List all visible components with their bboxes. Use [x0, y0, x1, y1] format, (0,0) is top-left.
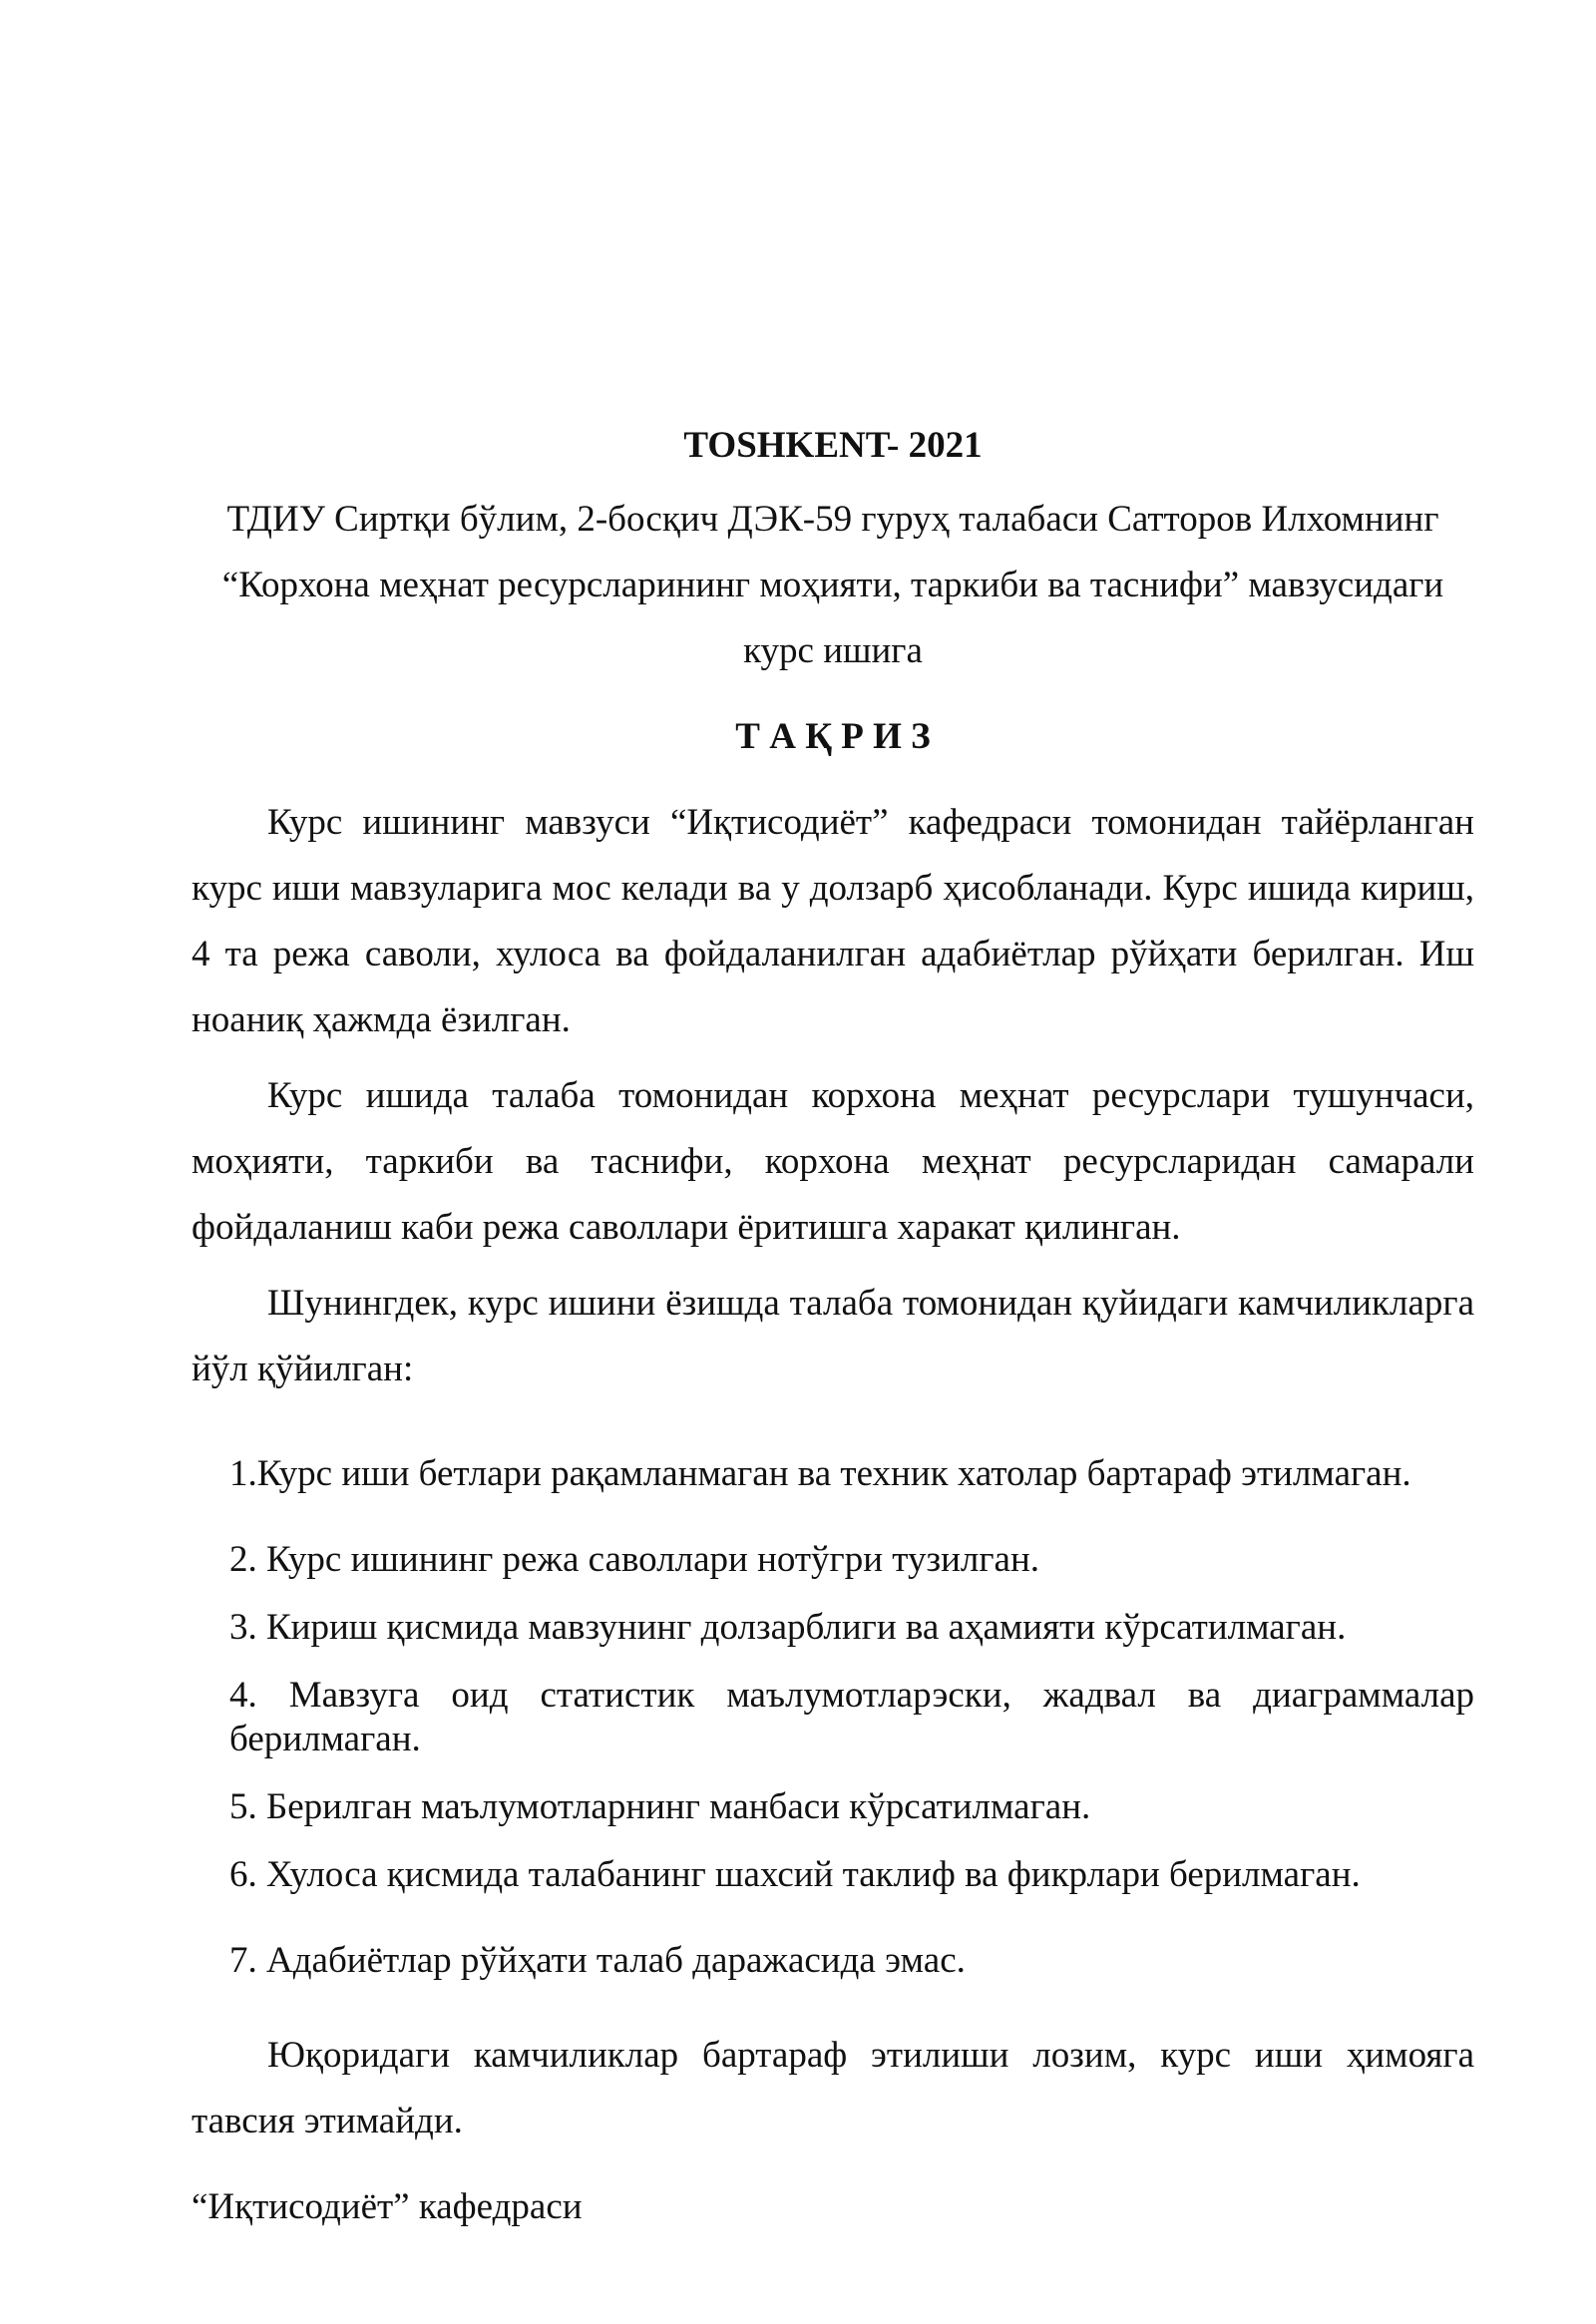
- shortcoming-item: 7. Адабиётлар рўйҳати талаб даражасида эмас.: [229, 1940, 966, 1981]
- intro-line-3: курс ишига: [743, 630, 923, 671]
- shortcoming-item: 5. Берилган маълумотларнинг манбаси кўрсатилмаган.: [229, 1786, 1091, 1827]
- shortcoming-item: 6. Хулоса қисмида талабанинг шахсий таклиф ва фикрлари берилмаган.: [229, 1854, 1361, 1895]
- conclusion-paragraph: Юқоридаги камчиликлар бартараф этилиши лозим, курс иши ҳимояга тавсия этимайди.: [192, 2035, 1474, 2141]
- shortcoming-item: 4. Мавзуга оид статистик маълумотларэски, жадвал ва диаграммалар берилмаган.: [229, 1675, 1474, 1759]
- paragraph-2: Курс ишида талаба томонидан корхона меҳнат ресурслари тушунчаси, моҳияти, таркиби ва таснифи, корхона меҳнат ресурсларидан самарали фойдаланиш каби режа саволлари ёритишга харакат қилинган.: [192, 1075, 1474, 1248]
- shortcoming-item: 2. Курс ишининг режа саволлари нотўгри тузилган.: [229, 1539, 1039, 1580]
- paragraph-1: Курс ишининг мавзуси “Иқтисодиёт” кафедраси томонидан тайёрланган курс иши мавзуларига мос келади ва у долзарб ҳисобланади. Курс ишида кириш, 4 та режа саволи, хулоса ва фойдаланилган адабиётлар рўйҳати берилган. Иш ноаниқ ҳажмда ёзилган.: [192, 802, 1474, 1040]
- review-title: Т А Қ Р И З: [735, 716, 931, 757]
- shortcoming-item: 1.Курс иши бетлари рақамланмаган ва техник хатолар бартараф этилмаган.: [229, 1453, 1411, 1494]
- paragraph-3: Шунингдек, курс ишини ёзишда талаба томонидан қуйидаги камчиликларга йўл қўйилган:: [192, 1283, 1474, 1389]
- intro-line-2: “Корхона меҳнат ресурсларининг моҳияти, таркиби ва таснифи” мавзусидаги: [221, 565, 1444, 605]
- department-line: “Иқтисодиёт” кафедраси: [192, 2186, 583, 2227]
- document-page: [192, 0, 1474, 2324]
- city-year-heading: TOSHKENT- 2021: [683, 425, 983, 466]
- shortcoming-item: 3. Кириш қисмида мавзунинг долзарблиги ва аҳамияти кўрсатилмаган.: [229, 1607, 1347, 1648]
- intro-line-1: ТДИУ Сиртқи бўлим, 2-босқич ДЭК-59 гуруҳ талабаси Сатторов Илхомнинг: [226, 499, 1439, 540]
